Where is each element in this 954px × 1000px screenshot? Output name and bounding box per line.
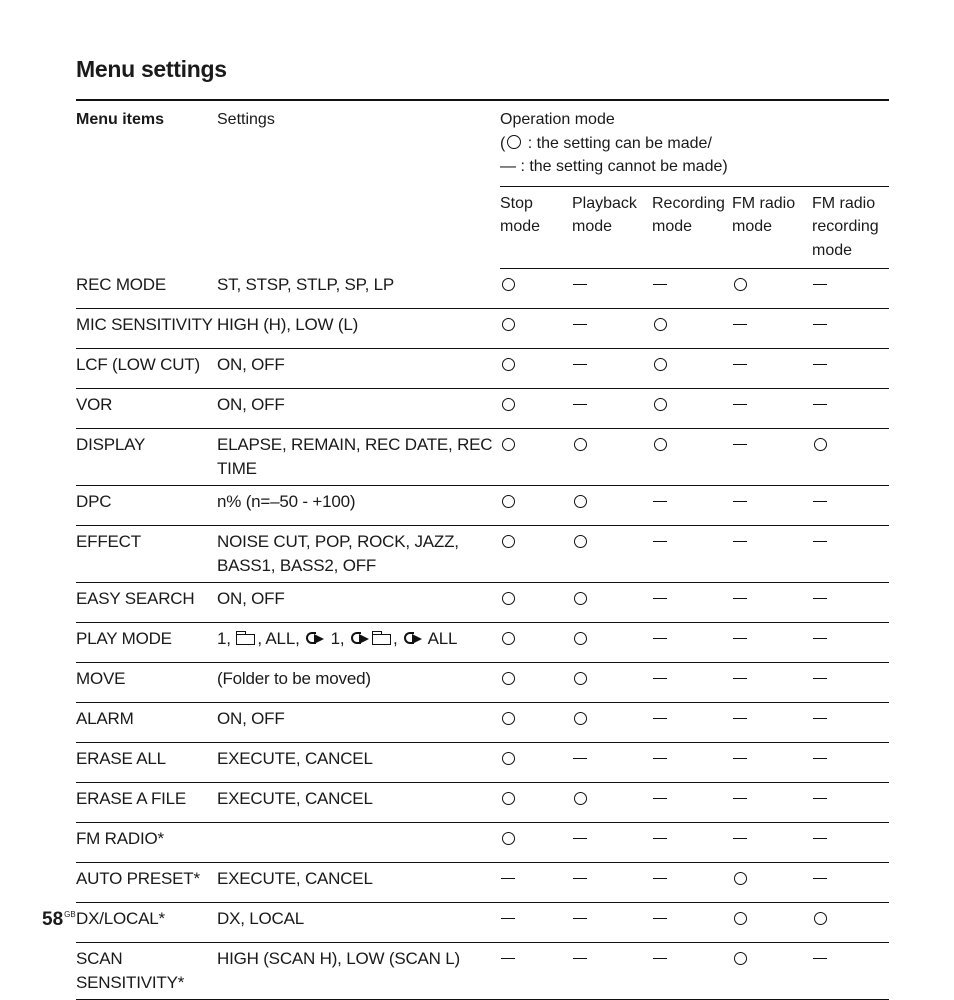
- menu-item-cell: DISPLAY: [76, 429, 217, 486]
- table-row: [76, 583, 889, 623]
- circle-icon: [507, 135, 521, 149]
- circle-icon: [572, 490, 592, 514]
- settings-cell: HIGH (H), LOW (L): [217, 309, 500, 349]
- table-row: [76, 783, 889, 823]
- mode-cell: [572, 583, 652, 623]
- mode-cell: [812, 703, 889, 743]
- settings-cell: [217, 823, 500, 863]
- mode-cell: [572, 663, 652, 703]
- mode-cell: [572, 389, 652, 429]
- mode-cell: [652, 526, 732, 583]
- dash-icon: [652, 947, 672, 971]
- circle-icon: [500, 273, 520, 297]
- repeat-icon: [403, 631, 423, 645]
- menu-item-cell: SCAN SENSITIVITY*: [76, 949, 185, 992]
- dash-icon: [812, 587, 832, 611]
- dash-icon: [652, 787, 672, 811]
- menu-item-cell: MIC SENSITIVITY: [76, 309, 217, 349]
- operation-mode-label: Operation mode: [500, 111, 615, 128]
- dash-icon: [732, 587, 752, 611]
- menu-item-cell: REC MODE: [76, 269, 217, 309]
- dash-icon: [572, 947, 592, 971]
- menu-item-cell: ERASE ALL: [76, 743, 217, 783]
- settings-text: 1,: [217, 629, 236, 648]
- mode-cell: [652, 743, 732, 783]
- page-region: GB: [64, 910, 76, 919]
- mode-cell: [500, 783, 572, 823]
- legend-can-line: ( : the setting can be made/: [500, 134, 712, 152]
- circle-icon: [652, 353, 672, 377]
- dash-icon: [732, 353, 752, 377]
- circle-icon: [500, 627, 520, 651]
- dash-icon: [500, 907, 520, 931]
- mode-cell: [732, 623, 812, 663]
- mode-cell: [652, 429, 732, 486]
- circle-icon: [500, 353, 520, 377]
- table-row: [76, 389, 889, 429]
- mode-cell: [812, 269, 889, 309]
- menu-item-cell: DX/LOCAL*: [76, 903, 217, 943]
- menu-item-cell: ALARM: [76, 703, 217, 743]
- mode-cell: [652, 863, 732, 903]
- mode-header: Recording mode: [652, 186, 732, 269]
- circle-icon: [652, 313, 672, 337]
- menu-item-cell: VOR: [76, 389, 217, 429]
- mode-cell: [572, 903, 652, 943]
- settings-text: 1,: [326, 629, 349, 648]
- settings-cell: EXECUTE, CANCEL: [217, 743, 500, 783]
- mode-cell: [572, 823, 652, 863]
- mode-cell: [572, 349, 652, 389]
- settings-text: ,: [392, 629, 402, 648]
- dash-icon: [652, 627, 672, 651]
- table-row: [76, 703, 889, 743]
- mode-cell: [812, 823, 889, 863]
- settings-cell: ON, OFF: [217, 703, 500, 743]
- settings-cell: (Folder to be moved): [217, 663, 500, 703]
- legend-cannot-line: — : the setting cannot be made): [500, 158, 728, 175]
- mode-header: FM radio recording mode: [812, 186, 889, 269]
- dash-icon: [572, 747, 592, 771]
- dash-icon: [732, 747, 752, 771]
- menu-item-cell: PLAY MODE: [76, 623, 217, 663]
- dash-icon: [572, 353, 592, 377]
- table-row: [76, 486, 889, 526]
- mode-cell: [812, 309, 889, 349]
- dash-icon: [500, 947, 520, 971]
- mode-cell: [732, 349, 812, 389]
- menu-item-cell: EASY SEARCH: [76, 583, 217, 623]
- dash-icon: [812, 827, 832, 851]
- dash-icon: [732, 393, 752, 417]
- mode-cell: [500, 823, 572, 863]
- mode-cell: [732, 663, 812, 703]
- dash-icon: [812, 867, 832, 891]
- repeat-icon: [305, 631, 325, 645]
- settings-cell: EXECUTE, CANCEL: [217, 863, 500, 903]
- table-row: [76, 269, 889, 309]
- circle-icon: [500, 490, 520, 514]
- table-row: [76, 823, 889, 863]
- mode-cell: [812, 943, 889, 1000]
- mode-cell: [732, 943, 812, 1000]
- settings-text: , ALL,: [257, 629, 305, 648]
- mode-cell: [652, 943, 732, 1000]
- circle-icon: [500, 827, 520, 851]
- circle-icon: [732, 907, 752, 931]
- mode-cell: [500, 863, 572, 903]
- dash-icon: [732, 667, 752, 691]
- mode-cell: [812, 783, 889, 823]
- mode-cell: [652, 783, 732, 823]
- table-row: [76, 903, 889, 943]
- mode-cell: [500, 349, 572, 389]
- circle-icon: [500, 787, 520, 811]
- table-row: [76, 863, 889, 903]
- dash-icon: [812, 747, 832, 771]
- dash-icon: [652, 707, 672, 731]
- settings-cell: ON, OFF: [217, 583, 500, 623]
- folder-icon: [372, 631, 392, 645]
- dash-icon: [732, 433, 752, 457]
- mode-cell: [500, 583, 572, 623]
- circle-icon: [652, 393, 672, 417]
- dash-icon: [812, 787, 832, 811]
- mode-cell: [572, 429, 652, 486]
- dash-icon: [812, 490, 832, 514]
- mode-cell: [572, 269, 652, 309]
- circle-icon: [572, 433, 592, 457]
- circle-icon: [572, 530, 592, 554]
- mode-cell: [500, 486, 572, 526]
- mode-cell: [500, 389, 572, 429]
- settings-cell: EXECUTE, CANCEL: [217, 783, 500, 823]
- dash-icon: [812, 530, 832, 554]
- mode-cell: [732, 823, 812, 863]
- dash-icon: [732, 707, 752, 731]
- mode-cell: [732, 269, 812, 309]
- settings-cell: HIGH (SCAN H), LOW (SCAN L): [217, 949, 461, 968]
- dash-icon: [732, 313, 752, 337]
- circle-icon: [572, 707, 592, 731]
- mode-cell: [572, 743, 652, 783]
- mode-cell: [572, 703, 652, 743]
- dash-icon: [652, 490, 672, 514]
- dash-icon: [652, 530, 672, 554]
- circle-icon: [812, 907, 832, 931]
- page-number: [42, 909, 76, 931]
- circle-icon: [500, 313, 520, 337]
- mode-cell: [812, 389, 889, 429]
- mode-cell: [500, 309, 572, 349]
- mode-cell: [500, 903, 572, 943]
- dash-icon: [732, 490, 752, 514]
- menu-item-cell: LCF (LOW CUT): [76, 349, 217, 389]
- dash-icon: [812, 627, 832, 651]
- mode-cell: [732, 486, 812, 526]
- dash-icon: [652, 867, 672, 891]
- mode-header: FM radio mode: [732, 186, 812, 269]
- mode-cell: [500, 526, 572, 583]
- mode-cell: [812, 623, 889, 663]
- mode-cell: [812, 526, 889, 583]
- mode-cell: [500, 743, 572, 783]
- mode-cell: [652, 583, 732, 623]
- mode-cell: [652, 663, 732, 703]
- menu-item-cell: EFFECT: [76, 526, 217, 583]
- circle-icon: [500, 747, 520, 771]
- mode-cell: [572, 526, 652, 583]
- dash-icon: [500, 867, 520, 891]
- table-row: [76, 349, 889, 389]
- mode-cell: [652, 703, 732, 743]
- mode-cell: [500, 703, 572, 743]
- mode-cell: [732, 583, 812, 623]
- circle-icon: [732, 867, 752, 891]
- mode-cell: [500, 269, 572, 309]
- circle-icon: [652, 433, 672, 457]
- dash-icon: [572, 827, 592, 851]
- mode-cell: [812, 903, 889, 943]
- circle-icon: [572, 587, 592, 611]
- mode-cell: [732, 526, 812, 583]
- mode-cell: [652, 623, 732, 663]
- mode-cell: [732, 429, 812, 486]
- menu-item-cell: FM RADIO*: [76, 823, 217, 863]
- circle-icon: [732, 947, 752, 971]
- menu-item-cell: MOVE: [76, 663, 217, 703]
- dash-icon: [572, 907, 592, 931]
- menu-item-cell: DPC: [76, 486, 217, 526]
- settings-cell: ST, STSP, STLP, SP, LP: [217, 269, 500, 309]
- mode-cell: [732, 309, 812, 349]
- settings-cell: DX, LOCAL: [217, 903, 500, 943]
- mode-cell: [572, 863, 652, 903]
- settings-cell: [217, 623, 500, 663]
- header-menu-items: Menu items: [76, 111, 165, 128]
- dash-icon: [572, 393, 592, 417]
- mode-cell: [732, 389, 812, 429]
- mode-cell: [572, 309, 652, 349]
- circle-icon: [572, 667, 592, 691]
- circle-icon: [812, 433, 832, 457]
- table-row: [76, 743, 889, 783]
- circle-icon: [572, 627, 592, 651]
- mode-cell: [500, 663, 572, 703]
- dash-icon: [732, 530, 752, 554]
- mode-header: Playback mode: [572, 186, 652, 269]
- table-row: [76, 526, 889, 583]
- mode-cell: [572, 943, 652, 1000]
- mode-cell: [732, 863, 812, 903]
- page-title: Menu settings: [76, 56, 227, 82]
- dash-icon: [812, 313, 832, 337]
- dash-icon: [652, 827, 672, 851]
- mode-cell: [812, 349, 889, 389]
- dash-icon: [812, 273, 832, 297]
- settings-cell: NOISE CUT, POP, ROCK, JAZZ, BASS1, BASS2, OFF: [217, 526, 500, 583]
- folder-icon: [236, 631, 256, 645]
- mode-cell: [652, 903, 732, 943]
- dash-icon: [812, 947, 832, 971]
- mode-cell: [652, 389, 732, 429]
- circle-icon: [732, 273, 752, 297]
- dash-icon: [572, 867, 592, 891]
- table-row: [76, 309, 889, 349]
- circle-icon: [500, 530, 520, 554]
- mode-cell: [572, 783, 652, 823]
- settings-cell: n% (n=–50 - +100): [217, 486, 500, 526]
- page-number-value: 58: [42, 909, 64, 930]
- mode-cell: [652, 309, 732, 349]
- mode-cell: [732, 743, 812, 783]
- table-body: [76, 269, 889, 1000]
- dash-icon: [652, 587, 672, 611]
- dash-icon: [732, 627, 752, 651]
- table-row: [76, 623, 889, 663]
- circle-icon: [572, 787, 592, 811]
- mode-cell: [500, 429, 572, 486]
- circle-icon: [500, 433, 520, 457]
- settings-cell: ON, OFF: [217, 389, 500, 429]
- dash-icon: [652, 667, 672, 691]
- mode-cell: [652, 823, 732, 863]
- menu-settings-table: [76, 99, 889, 1000]
- settings-text: ALL: [424, 629, 458, 648]
- dash-icon: [572, 273, 592, 297]
- mode-cell: [812, 486, 889, 526]
- legend-can-text: : the setting can be made/: [523, 134, 712, 152]
- header-operation-mode: [500, 100, 889, 186]
- mode-cell: [812, 743, 889, 783]
- table-row: [76, 663, 889, 703]
- mode-cell: [500, 623, 572, 663]
- settings-cell: ON, OFF: [217, 349, 500, 389]
- header-settings: Settings: [217, 111, 275, 128]
- mode-cell: [500, 943, 572, 1000]
- dash-icon: [732, 827, 752, 851]
- dash-icon: [732, 787, 752, 811]
- mode-cell: [572, 486, 652, 526]
- dash-icon: [652, 747, 672, 771]
- settings-cell: ELAPSE, REMAIN, REC DATE, REC TIME: [217, 429, 500, 486]
- dash-icon: [812, 667, 832, 691]
- dash-icon: [812, 353, 832, 377]
- dash-icon: [812, 393, 832, 417]
- dash-icon: [652, 907, 672, 931]
- mode-cell: [572, 623, 652, 663]
- table-row: [76, 943, 889, 1000]
- mode-cell: [732, 903, 812, 943]
- mode-cell: [812, 583, 889, 623]
- circle-icon: [500, 393, 520, 417]
- mode-header: Stop mode: [500, 186, 572, 269]
- mode-cell: [812, 663, 889, 703]
- dash-icon: [812, 707, 832, 731]
- dash-icon: [652, 273, 672, 297]
- circle-icon: [500, 587, 520, 611]
- repeat-icon: [350, 631, 370, 645]
- circle-icon: [500, 707, 520, 731]
- menu-item-cell: ERASE A FILE: [76, 783, 217, 823]
- circle-icon: [500, 667, 520, 691]
- table-row: [76, 429, 889, 486]
- mode-cell: [732, 783, 812, 823]
- mode-cell: [652, 486, 732, 526]
- mode-cell: [812, 429, 889, 486]
- mode-cell: [812, 863, 889, 903]
- mode-cell: [732, 703, 812, 743]
- menu-item-cell: AUTO PRESET*: [76, 863, 217, 903]
- mode-cell: [652, 269, 732, 309]
- mode-cell: [652, 349, 732, 389]
- dash-icon: [572, 313, 592, 337]
